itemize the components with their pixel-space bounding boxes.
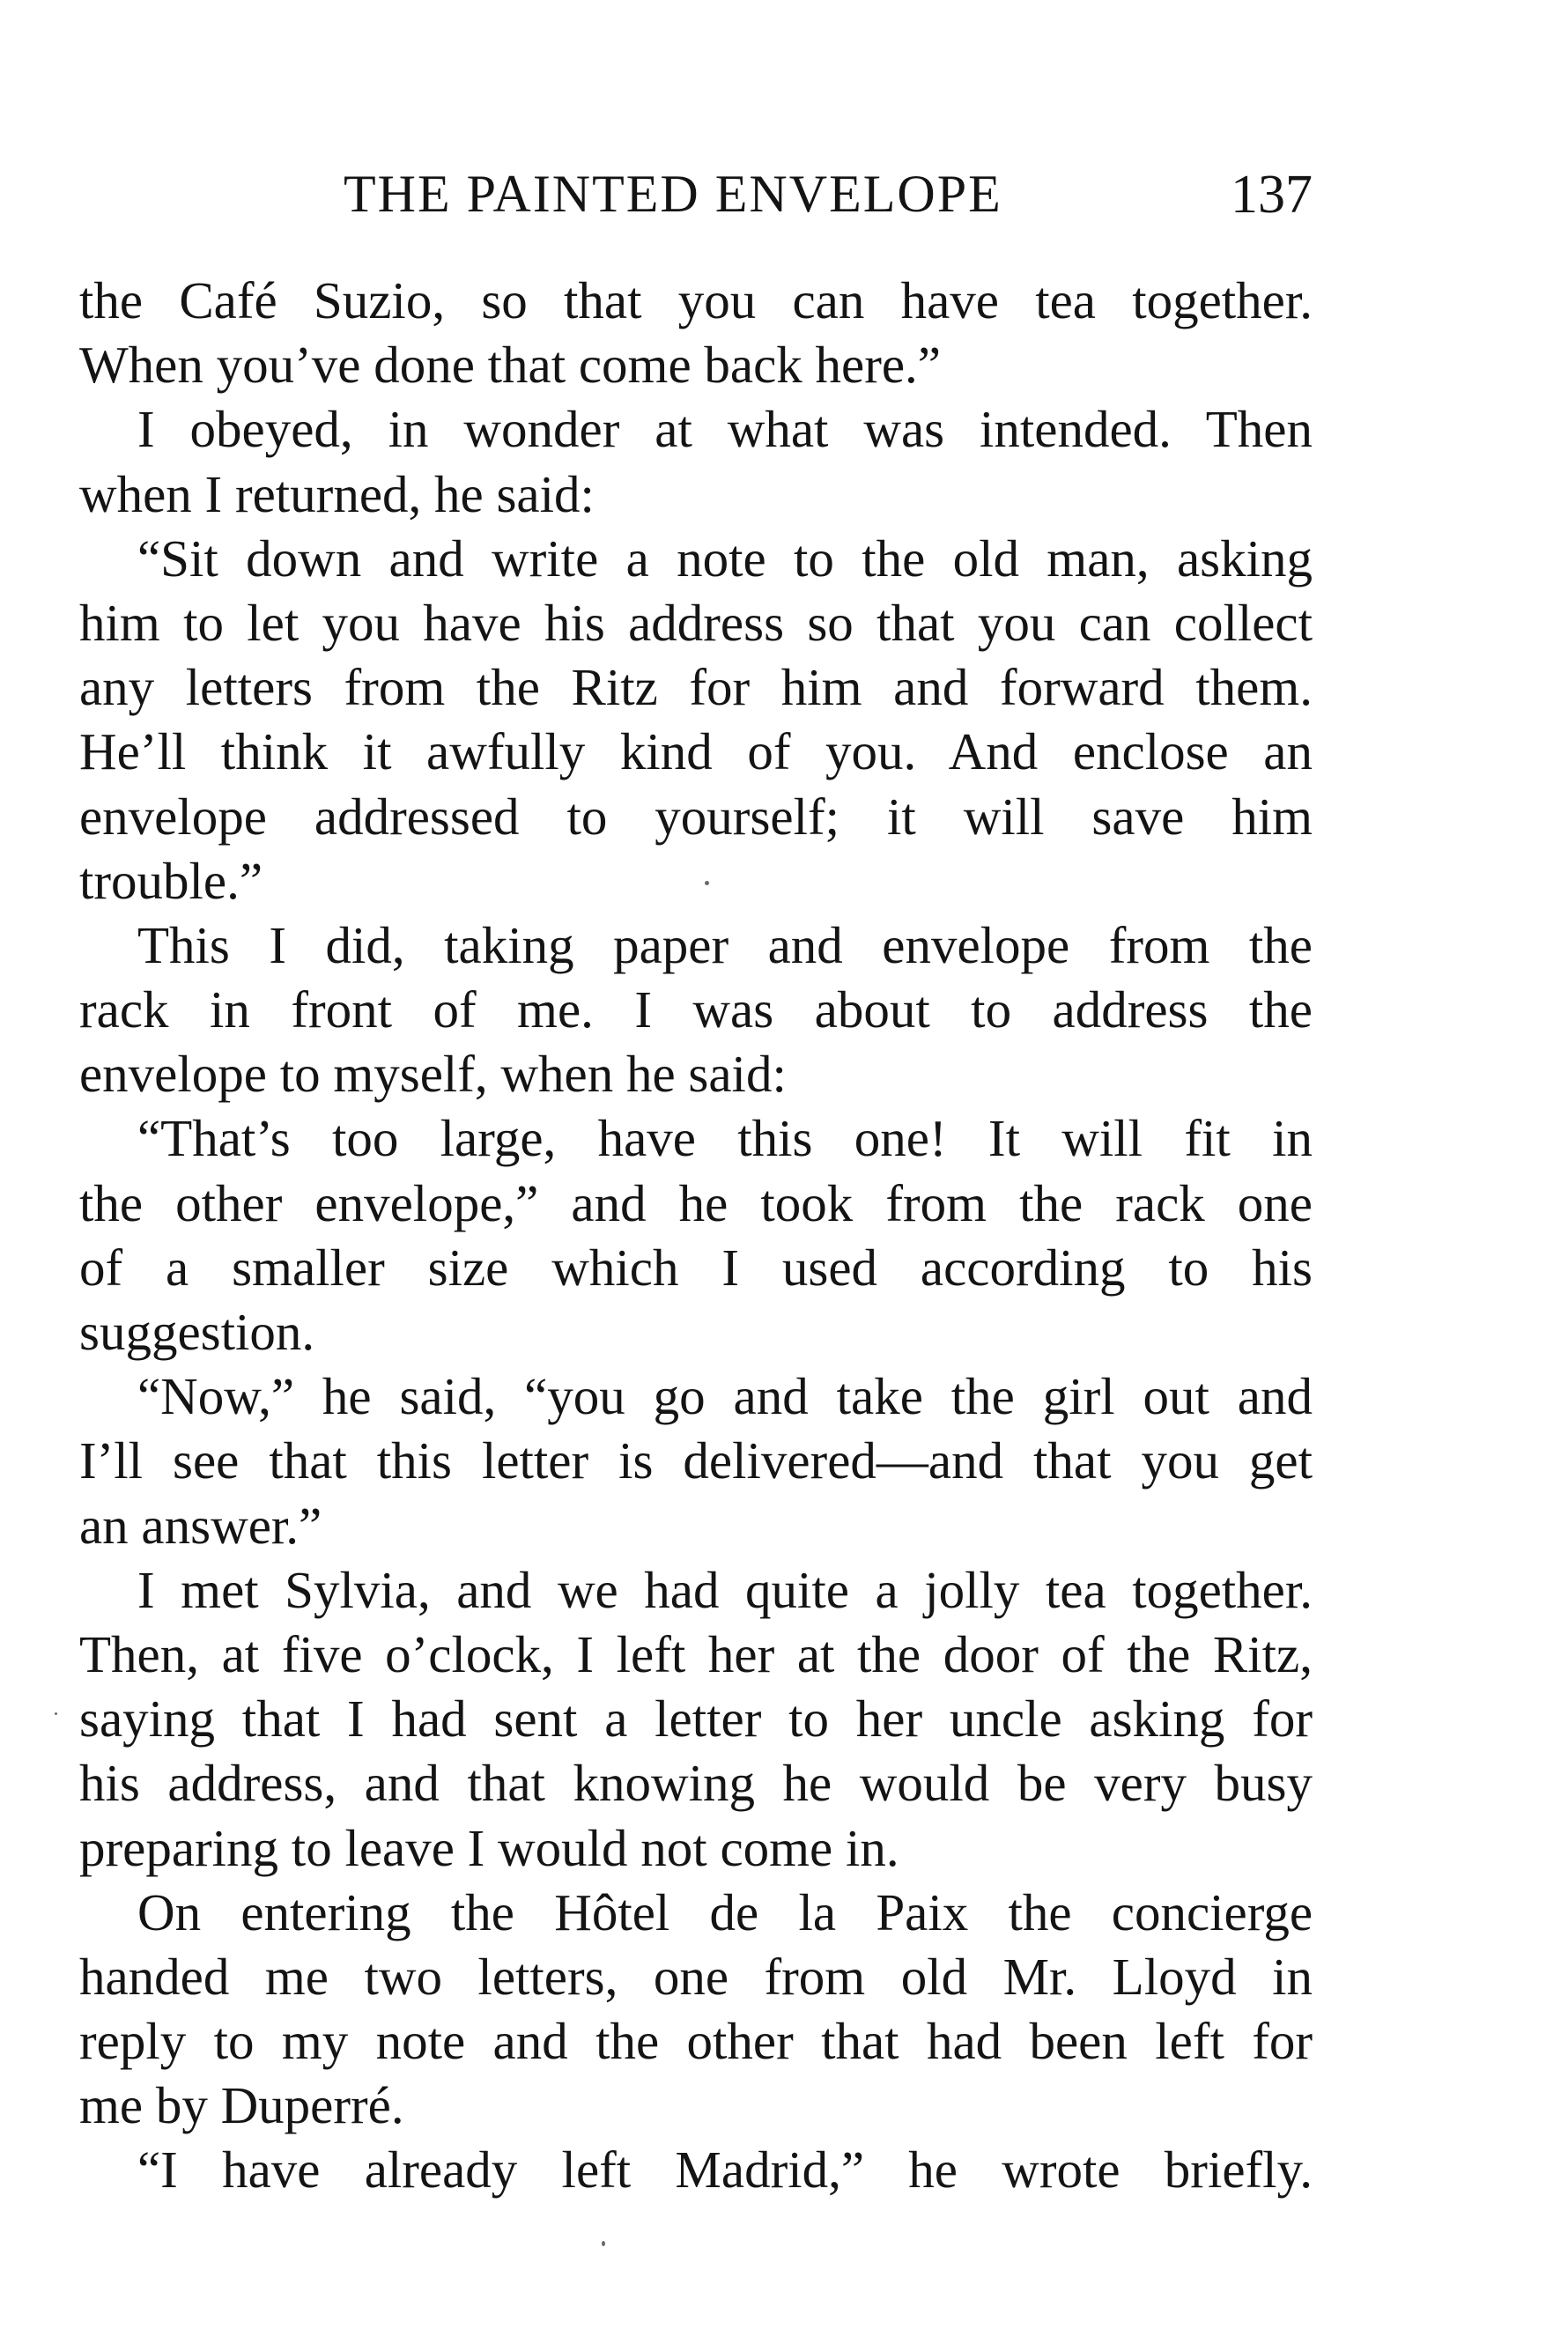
text-line: This I did, taking paper and envelope from the (137, 915, 1313, 974)
text-line: him to let you have his address so that you can collect (79, 593, 1313, 652)
text-line: trouble.” (79, 851, 263, 910)
ink-speck (602, 2241, 605, 2246)
text-line: “That’s too large, have this one! It will fit in (137, 1109, 1313, 1168)
text-line: saying that I had sent a letter to her uncle asking for (79, 1689, 1313, 1749)
text-line: Then, at five o’clock, I left her at the door of the Ritz, (79, 1624, 1313, 1683)
running-title: THE PAINTED ENVELOPE (344, 165, 1002, 223)
ink-speck (55, 1712, 57, 1715)
text-line: reply to my note and the other that had been left for (79, 2012, 1313, 2071)
body-text (79, 269, 1313, 2203)
text-line: handed me two letters, one from old Mr. Lloyd in (79, 1947, 1313, 2006)
text-line: suggestion. (79, 1303, 315, 1361)
text-line: of a smaller size which I used according to his (79, 1238, 1313, 1297)
text-line: He’ll think it awfully kind of you. And enclose an (79, 722, 1313, 781)
text-line: “Now,” he said, “you go and take the girl out and (137, 1367, 1313, 1426)
text-line: envelope addressed to yourself; it will save him (79, 787, 1313, 846)
text-line: rack in front of me. I was about to address the (79, 980, 1313, 1039)
text-line: the other envelope,” and he took from the rack one (79, 1173, 1313, 1232)
text-line: envelope to myself, when he said: (79, 1045, 787, 1104)
running-head (79, 164, 1313, 234)
text-line: “I have already left Madrid,” he wrote briefly. (137, 2140, 1313, 2200)
text-line: I’ll see that this letter is delivered—and that you get (79, 1431, 1313, 1490)
text-line: an answer.” (79, 1496, 322, 1555)
text-line: preparing to leave I would not come in. (79, 1818, 899, 1877)
ink-speck (705, 881, 709, 885)
text-line: When you’ve done that come back here.” (79, 336, 941, 395)
text-line: I obeyed, in wonder at what was intended. Then (137, 400, 1313, 459)
text-line: any letters from the Ritz for him and forward them. (79, 658, 1313, 717)
text-line: the Café Suzio, so that you can have tea together. (79, 271, 1313, 329)
text-line: “Sit down and write a note to the old man, asking (137, 529, 1313, 588)
text-line: me by Duperré. (79, 2076, 404, 2135)
text-line: I met Sylvia, and we had quite a jolly tea together. (137, 1560, 1313, 1619)
text-line: his address, and that knowing he would be very busy (79, 1754, 1313, 1813)
text-line: when I returned, he said: (79, 464, 595, 523)
page-number: 137 (1231, 165, 1313, 225)
text-line: On entering the Hôtel de la Paix the concierge (137, 1882, 1313, 1941)
